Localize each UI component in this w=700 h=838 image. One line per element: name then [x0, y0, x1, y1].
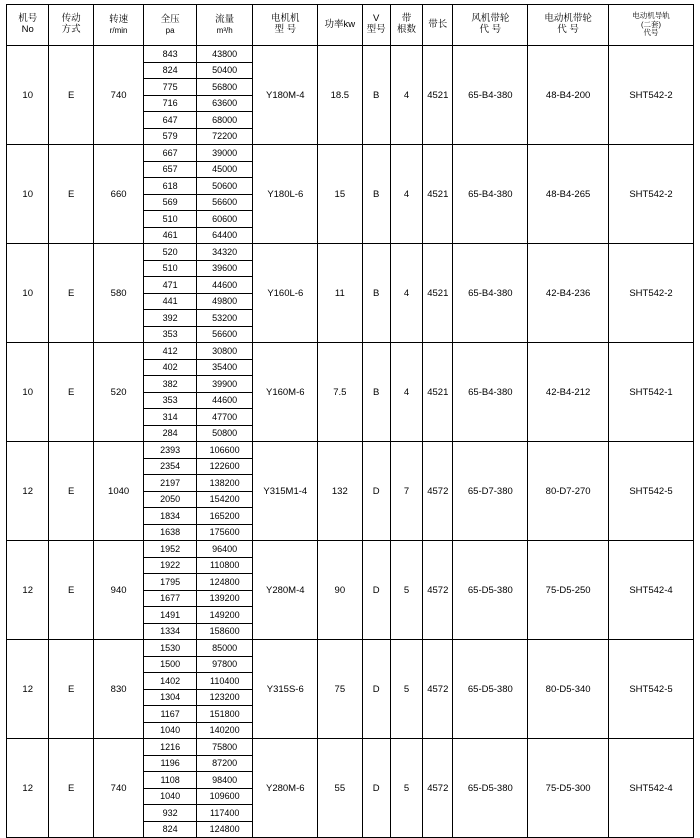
cell-belt-count: 5	[390, 640, 422, 739]
header-speed-line2: r/min	[109, 25, 128, 35]
cell-pressure: 1167	[144, 706, 197, 723]
cell-speed: 520	[93, 343, 144, 442]
table-row	[7, 46, 694, 63]
cell-motor-model: Y280M-6	[253, 739, 318, 838]
cell-flow: 49800	[196, 293, 253, 310]
cell-pressure: 1795	[144, 574, 197, 591]
header-drive	[49, 5, 93, 46]
cell-speed: 740	[93, 739, 144, 838]
cell-pressure: 1500	[144, 656, 197, 673]
cell-belt-count: 5	[390, 739, 422, 838]
cell-flow: 47700	[196, 409, 253, 426]
cell-model-no: 10	[7, 145, 49, 244]
cell-pressure: 1638	[144, 524, 197, 541]
header-belt-count-line1: 带	[401, 13, 412, 25]
cell-flow: 56600	[196, 326, 253, 343]
cell-pressure: 1040	[144, 722, 197, 739]
cell-pressure: 932	[144, 805, 197, 822]
cell-pressure: 2050	[144, 491, 197, 508]
cell-flow: 72200	[196, 128, 253, 145]
cell-flow: 50600	[196, 178, 253, 195]
cell-flow: 75800	[196, 739, 253, 756]
cell-flow: 98400	[196, 772, 253, 789]
cell-flow: 53200	[196, 310, 253, 327]
cell-flow: 50800	[196, 425, 253, 442]
table-row	[7, 640, 694, 657]
cell-flow: 45000	[196, 161, 253, 178]
header-belt-length	[423, 5, 453, 46]
cell-flow: 34320	[196, 244, 253, 261]
cell-motor-power: 11	[318, 244, 362, 343]
cell-drive: E	[49, 640, 93, 739]
cell-belt-length: 4572	[423, 541, 453, 640]
cell-flow: 154200	[196, 491, 253, 508]
cell-pressure: 667	[144, 145, 197, 162]
table-row	[7, 244, 694, 261]
cell-drive: E	[49, 343, 93, 442]
table-row	[7, 739, 694, 756]
cell-drive: E	[49, 145, 93, 244]
cell-motor-pulley: 75-D5-300	[528, 739, 609, 838]
cell-flow: 85000	[196, 640, 253, 657]
cell-belt-count: 7	[390, 442, 422, 541]
cell-flow: 175600	[196, 524, 253, 541]
header-pressure-line1: 全压	[160, 13, 180, 25]
cell-pressure: 353	[144, 392, 197, 409]
cell-flow: 124800	[196, 574, 253, 591]
cell-pressure: 1108	[144, 772, 197, 789]
cell-motor-power: 7.5	[318, 343, 362, 442]
cell-rail: SHT542-1	[609, 343, 694, 442]
cell-motor-power: 75	[318, 640, 362, 739]
cell-pressure: 353	[144, 326, 197, 343]
cell-flow: 68000	[196, 112, 253, 129]
header-speed-line1: 转速	[109, 13, 129, 25]
cell-speed: 660	[93, 145, 144, 244]
cell-fan-pulley: 65-B4-380	[453, 343, 528, 442]
cell-flow: 138200	[196, 475, 253, 492]
cell-pressure: 1196	[144, 755, 197, 772]
cell-pressure: 657	[144, 161, 197, 178]
cell-pressure: 284	[144, 425, 197, 442]
cell-pressure: 471	[144, 277, 197, 294]
cell-motor-model: Y160M-6	[253, 343, 318, 442]
header-belt-length-line2: 带长	[428, 18, 448, 30]
cell-model-no: 10	[7, 244, 49, 343]
cell-pressure: 824	[144, 821, 197, 838]
cell-model-no: 12	[7, 640, 49, 739]
cell-model-no: 12	[7, 739, 49, 838]
table-row	[7, 541, 694, 558]
cell-v-type: D	[362, 442, 390, 541]
cell-pressure: 1334	[144, 623, 197, 640]
cell-speed: 830	[93, 640, 144, 739]
cell-model-no: 10	[7, 46, 49, 145]
cell-pressure: 1677	[144, 590, 197, 607]
cell-pressure: 520	[144, 244, 197, 261]
cell-model-no: 10	[7, 343, 49, 442]
cell-flow: 50400	[196, 62, 253, 79]
header-rail-line3: 代号	[643, 28, 659, 38]
cell-flow: 56800	[196, 79, 253, 96]
cell-v-type: D	[362, 541, 390, 640]
header-motor-model	[253, 5, 318, 46]
cell-speed: 1040	[93, 442, 144, 541]
cell-pressure: 510	[144, 211, 197, 228]
cell-motor-model: Y315M1-4	[253, 442, 318, 541]
cell-speed: 580	[93, 244, 144, 343]
header-motor-pulley-line1: 电动机带轮	[544, 13, 592, 25]
cell-flow: 109600	[196, 788, 253, 805]
cell-pressure: 569	[144, 194, 197, 211]
cell-pressure: 1040	[144, 788, 197, 805]
cell-rail: SHT542-4	[609, 541, 694, 640]
cell-pressure: 412	[144, 343, 197, 360]
cell-model-no: 12	[7, 442, 49, 541]
cell-rail: SHT542-4	[609, 739, 694, 838]
header-belt-count-line2: 根数	[396, 24, 416, 35]
cell-flow: 39600	[196, 260, 253, 277]
header-v-type-line2: 型号	[366, 24, 386, 35]
cell-motor-model: Y180M-4	[253, 46, 318, 145]
cell-pressure: 716	[144, 95, 197, 112]
cell-motor-model: Y160L-6	[253, 244, 318, 343]
cell-pressure: 461	[144, 227, 197, 244]
cell-motor-pulley: 48-B4-265	[528, 145, 609, 244]
header-model-no-line1: 机号	[18, 13, 38, 25]
header-motor-power	[318, 5, 362, 46]
cell-fan-pulley: 65-B4-380	[453, 244, 528, 343]
table-row	[7, 343, 694, 360]
cell-flow: 151800	[196, 706, 253, 723]
cell-flow: 44600	[196, 277, 253, 294]
cell-flow: 64400	[196, 227, 253, 244]
cell-drive: E	[49, 442, 93, 541]
cell-drive: E	[49, 541, 93, 640]
cell-flow: 140200	[196, 722, 253, 739]
cell-pressure: 1304	[144, 689, 197, 706]
header-speed	[93, 5, 144, 46]
cell-rail: SHT542-2	[609, 244, 694, 343]
cell-fan-pulley: 65-D5-380	[453, 640, 528, 739]
cell-drive: E	[49, 46, 93, 145]
cell-pressure: 579	[144, 128, 197, 145]
cell-pressure: 1834	[144, 508, 197, 525]
cell-belt-count: 4	[390, 46, 422, 145]
cell-pressure: 775	[144, 79, 197, 96]
header-flow-line2: m³/h	[216, 25, 233, 35]
header-pressure-line2: pa	[165, 25, 175, 35]
cell-motor-power: 90	[318, 541, 362, 640]
cell-flow: 60600	[196, 211, 253, 228]
cell-flow: 106600	[196, 442, 253, 459]
cell-fan-pulley: 65-B4-380	[453, 145, 528, 244]
cell-flow: 87200	[196, 755, 253, 772]
header-v-type-line1: V	[373, 13, 380, 25]
cell-speed: 740	[93, 46, 144, 145]
cell-pressure: 647	[144, 112, 197, 129]
cell-flow: 96400	[196, 541, 253, 558]
cell-v-type: B	[362, 244, 390, 343]
cell-flow: 35400	[196, 359, 253, 376]
header-motor-pulley	[528, 5, 609, 46]
cell-motor-pulley: 80-D5-340	[528, 640, 609, 739]
cell-motor-pulley: 80-D7-270	[528, 442, 609, 541]
header-rail	[609, 5, 694, 46]
cell-rail: SHT542-2	[609, 46, 694, 145]
header-fan-pulley-line1: 风机带轮	[471, 13, 510, 25]
cell-rail: SHT542-5	[609, 442, 694, 541]
header-v-type	[362, 5, 390, 46]
cell-motor-power: 15	[318, 145, 362, 244]
cell-pressure: 392	[144, 310, 197, 327]
cell-motor-model: Y180L-6	[253, 145, 318, 244]
header-motor-power-line2: 功率kw	[324, 18, 356, 30]
cell-pressure: 824	[144, 62, 197, 79]
cell-pressure: 382	[144, 376, 197, 393]
cell-belt-count: 5	[390, 541, 422, 640]
cell-drive: E	[49, 244, 93, 343]
cell-model-no: 12	[7, 541, 49, 640]
cell-belt-length: 4572	[423, 739, 453, 838]
cell-pressure: 510	[144, 260, 197, 277]
cell-pressure: 618	[144, 178, 197, 195]
cell-v-type: D	[362, 640, 390, 739]
header-fan-pulley-line2: 代 号	[479, 24, 502, 35]
header-motor-pulley-line2: 代 号	[557, 24, 579, 35]
header-motor-model-line1: 电机机	[271, 13, 300, 25]
cell-flow: 124800	[196, 821, 253, 838]
cell-motor-model: Y280M-4	[253, 541, 318, 640]
header-row	[7, 5, 694, 46]
table-body	[7, 46, 694, 838]
header-pressure	[144, 5, 197, 46]
cell-belt-count: 4	[390, 244, 422, 343]
cell-pressure: 402	[144, 359, 197, 376]
cell-flow: 56600	[196, 194, 253, 211]
cell-flow: 110800	[196, 557, 253, 574]
cell-drive: E	[49, 739, 93, 838]
cell-flow: 122600	[196, 458, 253, 475]
header-motor-model-line2: 型 号	[274, 24, 297, 35]
cell-flow: 139200	[196, 590, 253, 607]
header-drive-line1: 传动	[61, 13, 81, 25]
cell-pressure: 441	[144, 293, 197, 310]
cell-flow: 44600	[196, 392, 253, 409]
cell-pressure: 1216	[144, 739, 197, 756]
header-rail-line1: 电动机导轨	[632, 11, 670, 21]
cell-belt-length: 4521	[423, 343, 453, 442]
cell-flow: 149200	[196, 607, 253, 624]
cell-motor-pulley: 42-B4-212	[528, 343, 609, 442]
cell-flow: 43800	[196, 46, 253, 63]
table-row	[7, 442, 694, 459]
cell-pressure: 314	[144, 409, 197, 426]
cell-flow: 158600	[196, 623, 253, 640]
cell-pressure: 1491	[144, 607, 197, 624]
fan-specification-table	[6, 4, 694, 838]
cell-v-type: B	[362, 145, 390, 244]
cell-motor-pulley: 75-D5-250	[528, 541, 609, 640]
cell-belt-length: 4521	[423, 145, 453, 244]
table-header	[7, 5, 694, 46]
cell-flow: 165200	[196, 508, 253, 525]
header-rail-line2: (二套)	[641, 19, 661, 29]
cell-pressure: 843	[144, 46, 197, 63]
table-row	[7, 145, 694, 162]
cell-v-type: B	[362, 343, 390, 442]
cell-belt-count: 4	[390, 343, 422, 442]
header-model-no	[7, 5, 49, 46]
cell-flow: 117400	[196, 805, 253, 822]
cell-flow: 63600	[196, 95, 253, 112]
header-drive-line2: 方式	[61, 24, 81, 35]
cell-fan-pulley: 65-D7-380	[453, 442, 528, 541]
cell-pressure: 2354	[144, 458, 197, 475]
cell-pressure: 2393	[144, 442, 197, 459]
cell-pressure: 1922	[144, 557, 197, 574]
cell-motor-power: 18.5	[318, 46, 362, 145]
cell-fan-pulley: 65-D5-380	[453, 739, 528, 838]
cell-belt-count: 4	[390, 145, 422, 244]
cell-belt-length: 4572	[423, 640, 453, 739]
cell-belt-length: 4521	[423, 244, 453, 343]
cell-flow: 39900	[196, 376, 253, 393]
cell-belt-length: 4521	[423, 46, 453, 145]
cell-flow: 97800	[196, 656, 253, 673]
cell-fan-pulley: 65-D5-380	[453, 541, 528, 640]
cell-pressure: 1402	[144, 673, 197, 690]
cell-flow: 39000	[196, 145, 253, 162]
cell-motor-power: 55	[318, 739, 362, 838]
cell-pressure: 2197	[144, 475, 197, 492]
cell-belt-length: 4572	[423, 442, 453, 541]
cell-motor-model: Y315S-6	[253, 640, 318, 739]
cell-speed: 940	[93, 541, 144, 640]
cell-fan-pulley: 65-B4-380	[453, 46, 528, 145]
cell-flow: 30800	[196, 343, 253, 360]
header-model-no-line2: No	[21, 24, 34, 35]
cell-v-type: B	[362, 46, 390, 145]
cell-motor-power: 132	[318, 442, 362, 541]
header-belt-count	[390, 5, 422, 46]
cell-v-type: D	[362, 739, 390, 838]
cell-rail: SHT542-5	[609, 640, 694, 739]
cell-flow: 110400	[196, 673, 253, 690]
cell-motor-pulley: 48-B4-200	[528, 46, 609, 145]
header-flow-line1: 流量	[215, 13, 235, 25]
cell-pressure: 1952	[144, 541, 197, 558]
cell-rail: SHT542-2	[609, 145, 694, 244]
cell-pressure: 1530	[144, 640, 197, 657]
header-fan-pulley	[453, 5, 528, 46]
header-flow	[196, 5, 253, 46]
cell-flow: 123200	[196, 689, 253, 706]
cell-motor-pulley: 42-B4-236	[528, 244, 609, 343]
